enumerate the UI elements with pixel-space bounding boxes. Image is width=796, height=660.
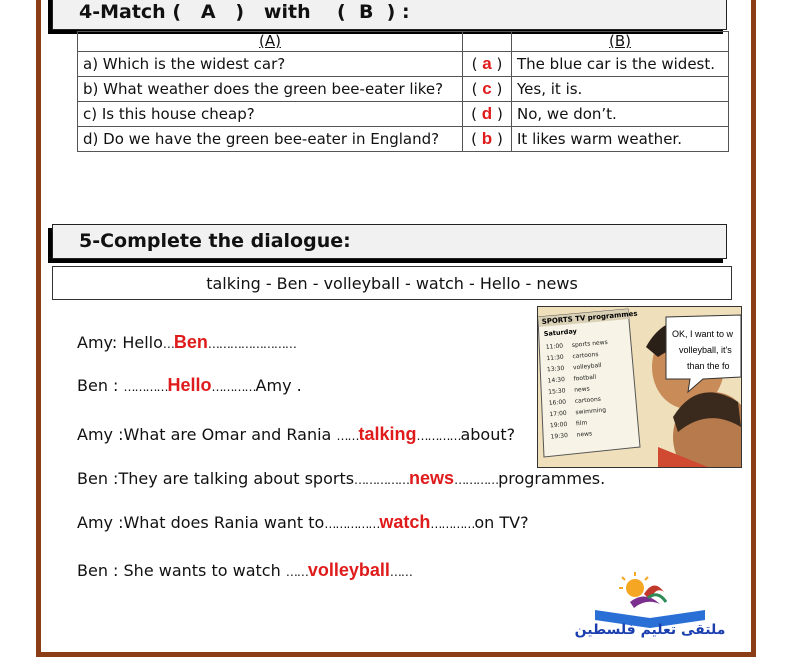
answer-letter: a [482,54,492,73]
section4-title: 4-Match ( A ) with ( B ) : [79,1,410,23]
fill-answer: talking [358,424,417,444]
answer-cell: ( c ) [463,77,512,102]
response-cell: Yes, it is. [512,77,729,102]
tv-illustration [537,306,742,468]
schedule-show: swimming [575,406,607,417]
dialogue-line [77,468,605,489]
line-text-before: Amy :What does Rania want to [77,513,325,532]
section5-header [52,224,727,259]
tv-schedule-day: Saturday [543,327,578,338]
answer-letter: b [481,129,493,148]
schedule-time: 13:30 [546,364,565,374]
fill-answer: Hello [167,375,212,395]
word-bank: talking - Ben - volleyball - watch - Hello - news [52,266,732,300]
answer-cell: ( b ) [463,127,512,152]
speech-line: OK, I want to w [672,329,734,339]
dialogue-line [77,512,529,533]
fill-answer: news [409,468,455,488]
schedule-show: sports news [571,338,609,349]
question-cell: b) What weather does the green bee-eater like? [78,77,463,102]
dialogue-line [77,375,302,396]
fill-dots: ………… [416,429,461,443]
fill-dots: …………………… [207,337,296,351]
fill-dots: …… [336,429,359,443]
illustration-drawing [538,307,741,467]
schedule-time: 19:00 [549,420,568,430]
fill-answer: Ben [173,332,208,352]
schedule-time: 16:00 [548,398,567,407]
answer-cell: ( a ) [463,52,512,77]
column-a-header: (A) [78,32,463,52]
fill-dots: ………… [430,517,475,531]
match-row [78,77,729,102]
schedule-time: 11:00 [545,342,564,351]
answer-letter: c [482,79,492,98]
line-text-after: about? [460,425,516,444]
line-text-before: Ben : She wants to watch [77,561,286,580]
schedule-time: 14:30 [547,376,566,385]
fill-dots: ………… [123,380,168,394]
fill-answer: volleyball [307,560,390,580]
schedule-show: news [576,430,593,439]
fill-dots: ………… [454,473,499,487]
match-row [78,127,729,152]
dialogue-line [77,332,296,353]
dialogue-line [77,424,515,445]
fill-dots: …………… [324,517,380,531]
page-frame-bottom [36,652,756,657]
answer-cell: ( d ) [463,102,512,127]
schedule-show: volleyball [572,361,602,372]
fill-dots: …… [389,565,412,579]
fill-answer: watch [379,512,431,532]
schedule-time: 11:30 [546,353,565,363]
fill-dots: …… [285,565,308,579]
response-cell: No, we don’t. [512,102,729,127]
line-text-after: Amy . [255,376,302,395]
question-cell: c) Is this house cheap? [78,102,463,127]
section4-header [52,0,727,30]
section5-title: 5-Complete the dialogue: [79,230,351,252]
page-frame-left [36,0,41,655]
line-text-before: Ben :They are talking about sports [77,469,355,488]
match-table [77,31,729,152]
answer-letter: d [481,104,493,123]
line-text-before: Amy: Hello [77,333,163,352]
schedule-time: 15:30 [547,387,566,396]
schedule-show: film [575,419,588,428]
line-text-before: Amy :What are Omar and Rania [77,425,337,444]
line-text-after: programmes. [498,469,606,488]
schedule-show: football [573,373,597,383]
response-cell: The blue car is the widest. [512,52,729,77]
speech-line: volleyball, it's [679,345,732,355]
logo-text: ملتقى تعليم فلسطين [574,622,726,638]
schedule-time: 17:00 [549,409,568,419]
match-row [78,102,729,127]
match-row [78,52,729,77]
schedule-show: news [573,385,591,394]
fill-dots: …………… [354,473,410,487]
page-frame-right [751,0,756,655]
fill-dots: ………… [211,380,256,394]
column-b-header: (B) [512,32,729,52]
match-table-header [78,32,729,52]
schedule-show: cartoons [574,395,602,405]
speech-line: than the fo [687,361,730,371]
dialogue-line [77,560,412,581]
line-text-after: on TV? [474,513,529,532]
question-cell: a) Which is the widest car? [78,52,463,77]
schedule-show: cartoons [572,350,599,361]
question-cell: d) Do we have the green bee-eater in England? [78,127,463,152]
schedule-time: 19:30 [550,432,569,441]
tv-schedule-title: SPORTS TV programmes [541,309,638,326]
line-text-before: Ben : [77,376,124,395]
response-cell: It likes warm weather. [512,127,729,152]
fill-dots: … [162,337,174,351]
